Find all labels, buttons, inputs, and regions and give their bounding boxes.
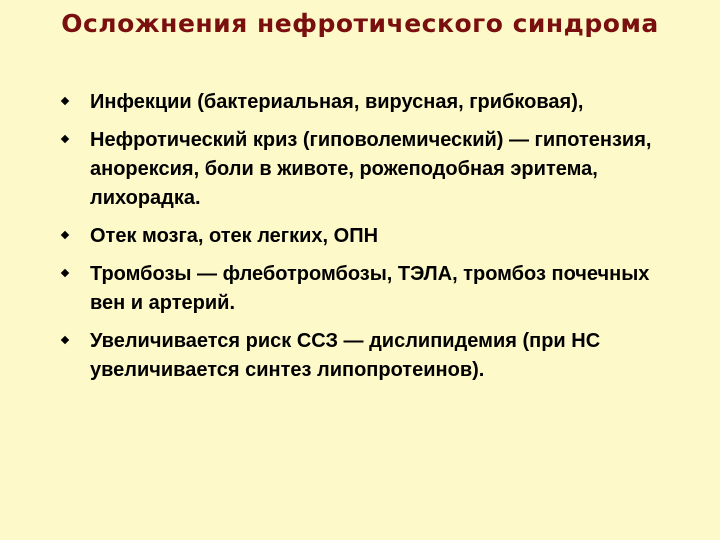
- list-item-text: Нефротический криз (гиповолемический) — гипотензия, анорексия, боли в животе, рожеподобная эритема, лихорадка.: [90, 129, 652, 209]
- list-item-text: Тромбозы — флеботромбозы, ТЭЛА, тромбоз почечных вен и артерий.: [90, 263, 650, 314]
- list-item: [60, 260, 660, 318]
- list-item-text: Увеличивается риск ССЗ — дислипидемия (при НС увеличивается синтез липопротеинов).: [90, 330, 601, 381]
- list-item: [60, 327, 660, 385]
- diamond-bullet-icon: [61, 97, 69, 105]
- list-item: [60, 88, 660, 117]
- diamond-bullet-icon: [61, 231, 69, 239]
- list-item-text: Инфекции (бактериальная, вирусная, грибковая),: [90, 91, 584, 113]
- list-item-text: Отек мозга, отек легких, ОПН: [90, 225, 379, 247]
- list-item: [60, 222, 660, 251]
- diamond-bullet-icon: [61, 269, 69, 277]
- bullet-list: [60, 88, 660, 394]
- slide-title: Осложнения нефротического синдрома: [61, 9, 659, 38]
- list-item: [60, 126, 660, 213]
- diamond-bullet-icon: [61, 336, 69, 344]
- diamond-bullet-icon: [61, 135, 69, 143]
